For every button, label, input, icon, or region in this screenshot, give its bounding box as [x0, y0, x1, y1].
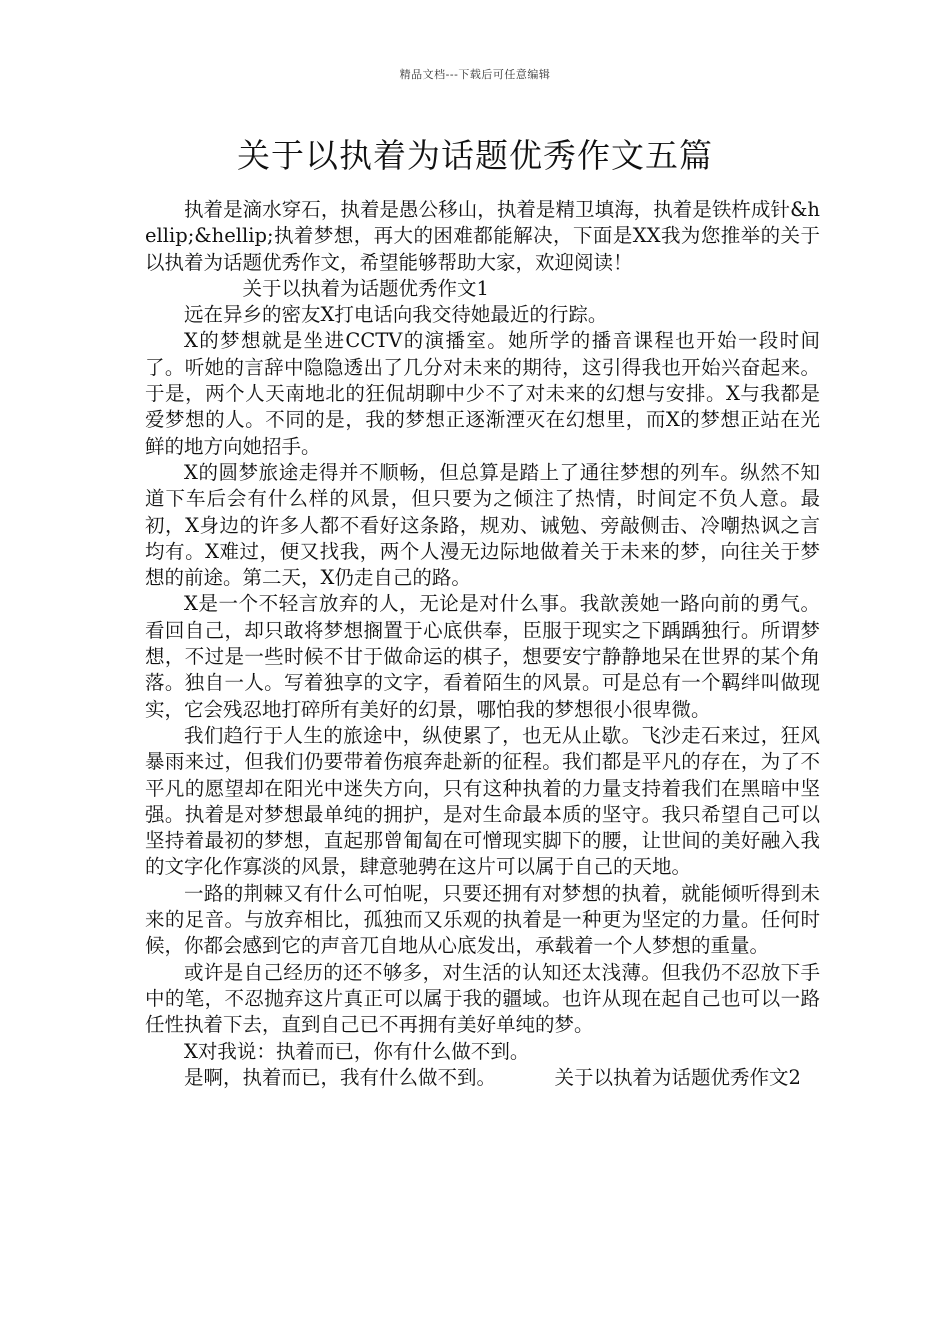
body-paragraph: X的梦想就是坐进CCTV的演播室。她所学的播音课程也开始一段时间了。听她的言辞中隐隐透出了几分对未来的期待，这引得我也开始兴奋起来。于是，两个人天南地北的狂侃胡聊中少不了对未来的幻想与安排。X与我都是爱梦想的人。不同的是，我的梦想正逐渐湮灭在幻想里，而X的梦想正站在光鲜的地方向她招手。: [145, 329, 820, 458]
body-paragraph: X的圆梦旅途走得并不顺畅，但总算是踏上了通往梦想的列车。纵然不知道下车后会有什么样的风景，但只要为之倾注了热情，时间定不负人意。最初，X身边的许多人都不看好这条路，规劝、诫勉、旁敲侧击、冷嘲热讽之言均有。X难过，便又找我，两个人漫无边际地做着关于未来的梦，向往关于梦想的前途。第二天，X仍走自己的路。: [145, 460, 820, 590]
document-title: 关于以执着为话题优秀作文五篇: [237, 136, 713, 175]
body-paragraph: 远在异乡的密友X打电话向我交待她最近的行踪。: [184, 303, 608, 327]
section-heading-2: 关于以执着为话题优秀作文2: [554, 1065, 801, 1089]
header-note: 精品文档---下载后可任意编辑: [399, 68, 551, 81]
section-heading-1: 关于以执着为话题优秀作文1: [242, 276, 489, 300]
intro-paragraph: 执着是滴水穿石，执着是愚公移山，执着是精卫填海，执着是铁杵成针&hellip;&hellip;执着梦想，再大的困难都能解决，下面是XX我为您推举的关于以执着为话题优秀作文，希望能够帮助大家，欢迎阅读！: [145, 198, 820, 274]
body-line: 是啊，执着而已，我有什么做不到。: [184, 1065, 497, 1089]
body-paragraph: 我们趋行于人生的旅途中，纵使累了，也无从止歇。飞沙走石来过，狂风暴雨来过，但我们仍要带着伤痕奔赴新的征程。我们都是平凡的存在，为了不平凡的愿望却在阳光中迷失方向，只有这种执着的力量支持着我们在黑暗中坚强。执着是对梦想最单纯的拥护，是对生命最本质的坚守。我只希望自己可以坚持着最初的梦想，直起那曾匍匐在可憎现实脚下的腰，让世间的美好融入我的文字化作寡淡的风景，肆意驰骋在这片可以属于自己的天地。: [145, 723, 820, 879]
body-paragraph-with-heading: [145, 1065, 820, 1091]
body-paragraph: X是一个不轻言放弃的人，无论是对什么事。我歆羡她一路向前的勇气。看回自己，却只敢将梦想搁置于心底供奉，臣服于现实之下踽踽独行。所谓梦想，不过是一些时候不甘于做命运的棋子，想要安宁静静地呆在世界的某个角落。独自一人。写着独享的文字，看着陌生的风景。可是总有一个羁绊叫做现实，它会残忍地打碎所有美好的幻景，哪怕我的梦想很小很卑微。: [145, 592, 820, 721]
document-body: [145, 197, 820, 1091]
body-paragraph: X对我说：执着而已，你有什么做不到。: [184, 1039, 530, 1063]
body-paragraph: 或许是自己经历的还不够多，对生活的认知还太浅薄。但我仍不忍放下手中的笔，不忍抛弃这片真正可以属于我的疆域。也许从现在起自己也可以一路任性执着下去，直到自己已不再拥有美好单纯的梦。: [145, 960, 820, 1037]
body-paragraph: 一路的荆棘又有什么可怕呢，只要还拥有对梦想的执着，就能倾听得到未来的足音。与放弃相比，孤独而又乐观的执着是一种更为坚定的力量。任何时候，你都会感到它的声音兀自地从心底发出，承载着一个人梦想的重量。: [145, 881, 820, 958]
